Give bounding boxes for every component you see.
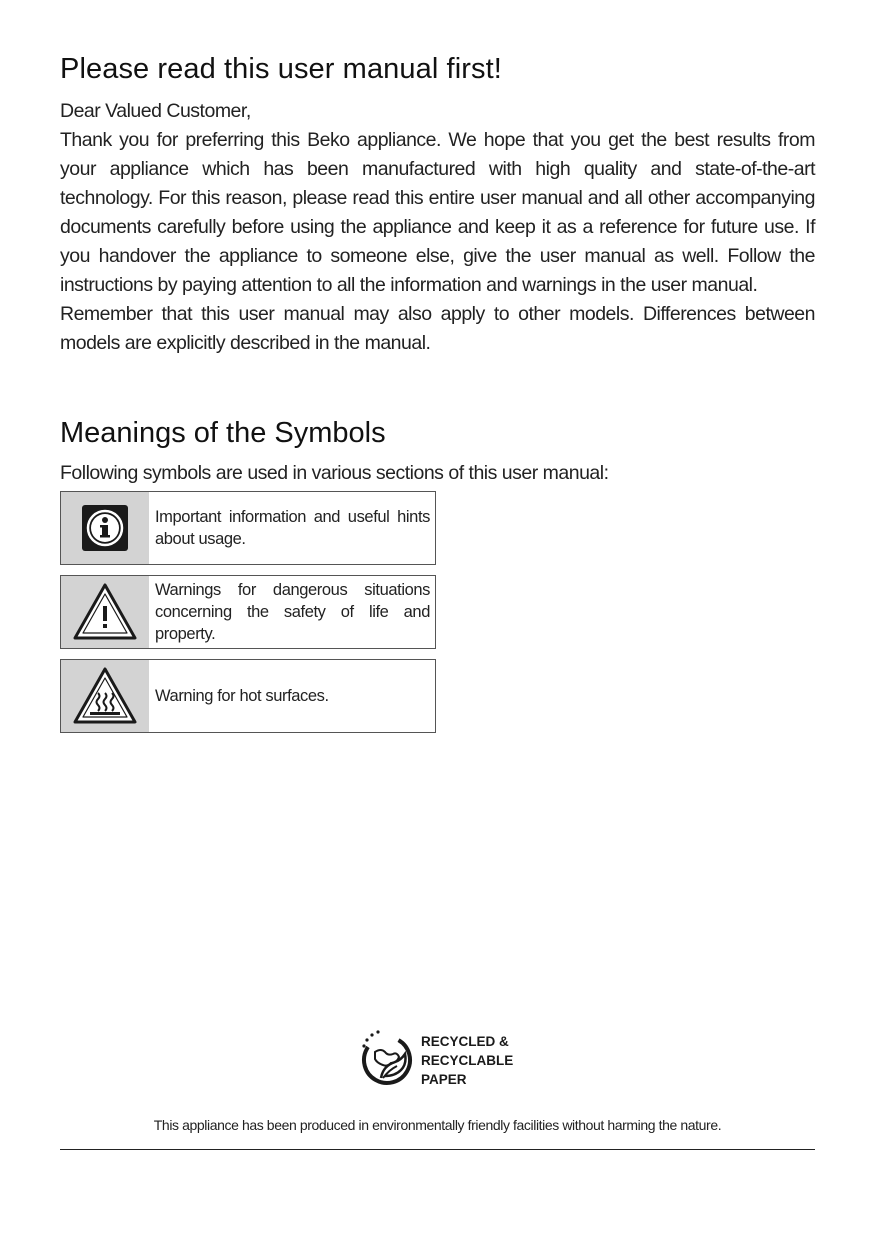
manual-page — [60, 0, 815, 1240]
recycled-paper-badge — [359, 1028, 513, 1092]
recycled-paper-line-2: RECYCLABLE — [421, 1052, 514, 1068]
greeting: Dear Valued Customer, — [60, 100, 251, 122]
intro-paragraph-1: Thank you for preferring this Beko appliance. We hope that you get the best results from your appliance which has been manufactured with high quality and state-of-the-art technology. For this reason, please read this entire user manual and all other accompanying documents carefully before using the appliance and keep it as a reference for future use. If you handover the appliance to someone else, give the user manual as well. Follow the instructions by paying attention to all the information and warnings in the user manual. — [60, 129, 815, 296]
intro-text — [60, 97, 815, 358]
hot-surface-icon — [72, 666, 138, 726]
symbol-icon-cell — [61, 660, 149, 732]
symbols-lead: Following symbols are used in various sections of this user manual: — [60, 462, 609, 484]
page-title: Please read this user manual first! — [60, 53, 502, 85]
recycled-paper-label — [421, 1032, 513, 1089]
footer-divider — [60, 1149, 815, 1150]
recycled-paper-line-1: RECYCLED & — [421, 1033, 509, 1049]
symbol-icon-cell — [61, 576, 149, 648]
info-icon — [81, 504, 129, 552]
symbol-row-info — [60, 491, 436, 565]
recycled-paper-icon — [359, 1028, 415, 1092]
symbol-row-hot-surface — [60, 659, 436, 733]
symbol-description: Warnings for dangerous situations concerning the safety of life and property. — [155, 581, 430, 643]
symbol-row-warning — [60, 575, 436, 649]
symbol-description: Important information and useful hints about usage. — [155, 508, 430, 548]
intro-paragraph-2: Remember that this user manual may also apply to other models. Differences between models are explicitly described in the manual. — [60, 303, 815, 354]
environment-note: This appliance has been produced in environmentally friendly facilities without harming the nature. — [153, 1117, 722, 1133]
symbol-icon-cell — [61, 492, 149, 564]
symbols-heading: Meanings of the Symbols — [60, 417, 386, 449]
warning-icon — [72, 582, 138, 642]
recycled-paper-line-3: PAPER — [421, 1071, 467, 1087]
symbol-description: Warning for hot surfaces. — [155, 687, 329, 705]
